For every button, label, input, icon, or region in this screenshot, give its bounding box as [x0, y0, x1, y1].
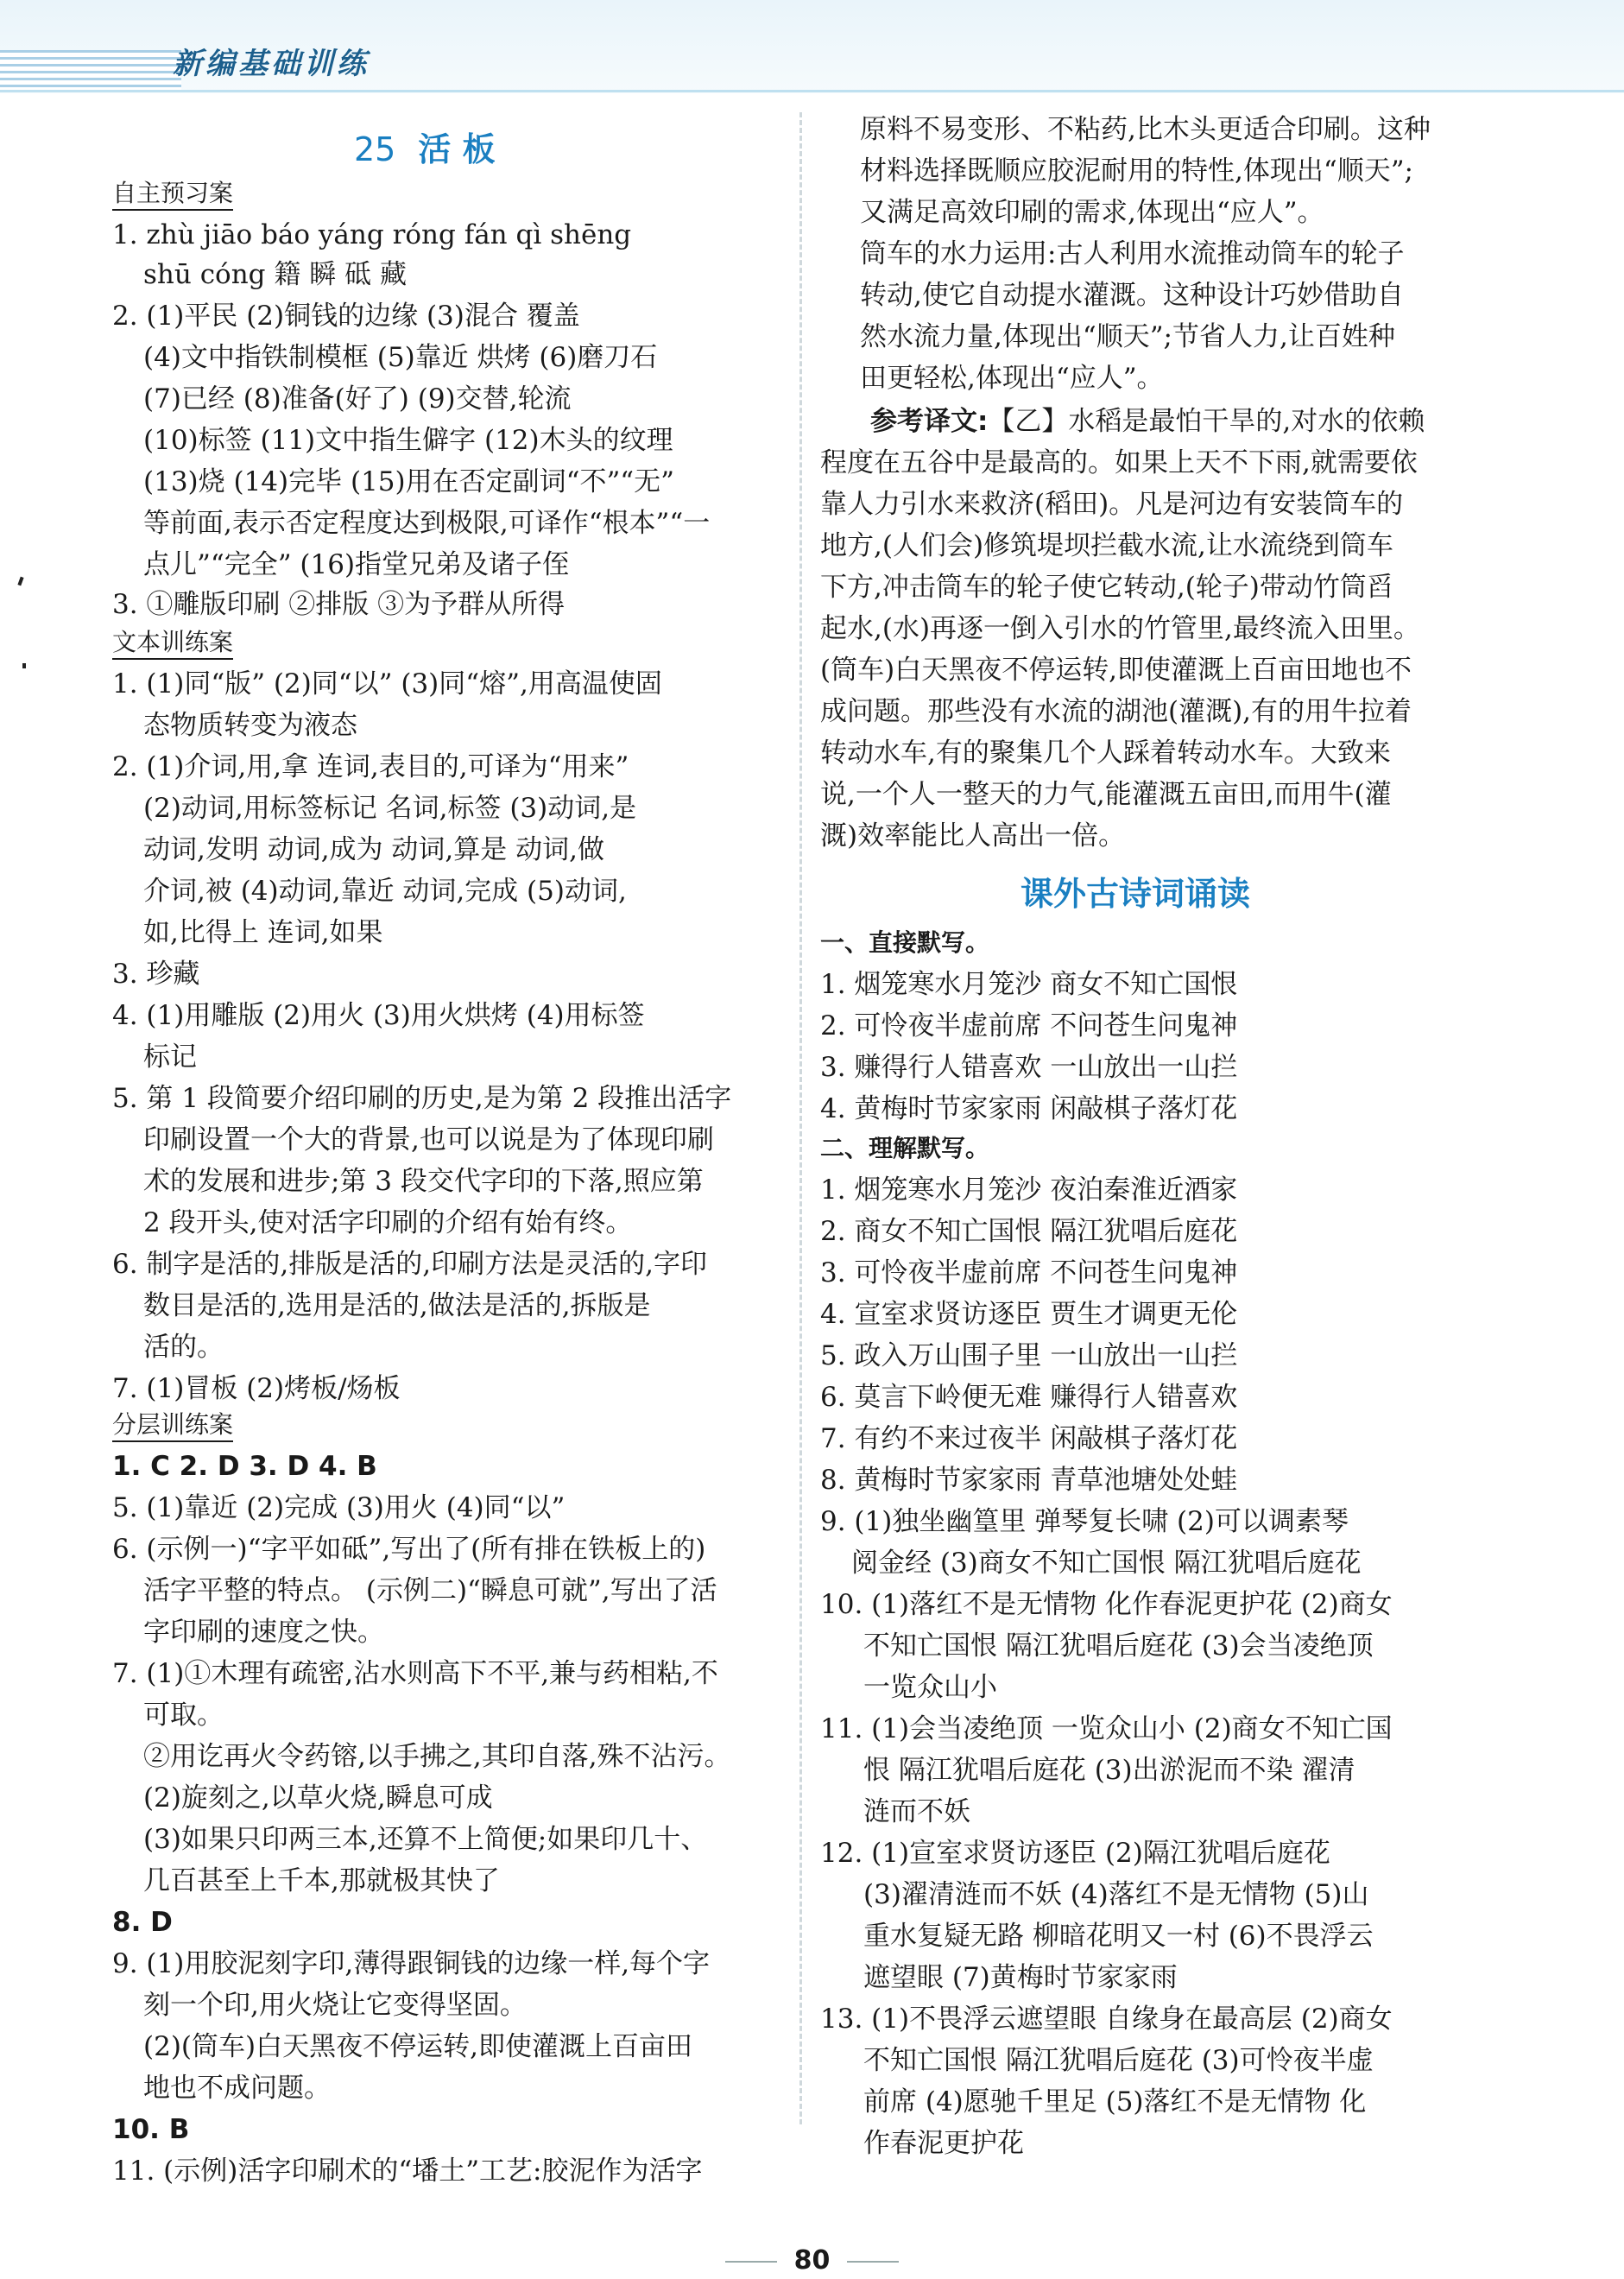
answer-line: 前席 (4)愿驰千里足 (5)落红不是无情物 化 — [863, 2086, 1367, 2118]
section-heading: 自主预习案 — [112, 178, 233, 211]
answer-line: 又满足高效印刷的需求,体现出“应人”。 — [860, 197, 1324, 228]
answer-line: 12. (1)宣室求贤访逐臣 (2)隔江犹唱后庭花 — [820, 1838, 1330, 1869]
answer-line: 10. (1)落红不是无情物 化作春泥更护花 (2)商女 — [820, 1589, 1393, 1620]
answer-line: 一览众山小 — [863, 1672, 997, 1703]
answer-line: 7. 有约不来过夜半 闲敲棋子落灯花 — [820, 1423, 1238, 1454]
answer-line: (筒车)白天黑夜不停运转,即使灌溉上百亩田地也不 — [820, 655, 1412, 686]
answer-line: 6. 莫言下岭便无难 赚得行人错喜欢 — [820, 1382, 1238, 1413]
answer-line: 地方,(人们会)修筑堤坝拦截水流,让水流绕到筒车 — [820, 530, 1393, 561]
page-number-rule-right — [847, 2261, 899, 2263]
answer-line: 6. 制字是活的,排版是活的,印刷方法是灵活的,字印 — [112, 1249, 707, 1280]
answer-line: 然水流力量,体现出“顺天”;节省人力,让百姓种 — [860, 321, 1395, 352]
header-divider — [0, 90, 1624, 92]
answer-line: 2 段开头,使对活字印刷的介绍有始有终。 — [143, 1207, 633, 1238]
answer-line: 恨 隔江犹唱后庭花 (3)出淤泥而不染 濯清 — [863, 1755, 1355, 1786]
answer-line: 如,比得上 连词,如果 — [143, 917, 383, 948]
answer-line: ②用讫再火令药镕,以手拂之,其印自落,殊不沾污。 — [143, 1741, 731, 1772]
answer-line: 点儿”“完全” (16)指堂兄弟及诸子侄 — [143, 549, 570, 580]
section-heading: 二、理解默写。 — [820, 1134, 990, 1162]
answer-line: 涟而不妖 — [863, 1796, 970, 1827]
column-divider — [799, 112, 802, 2124]
answer-line: 1. 烟笼寒水月笼沙 夜泊秦淮近酒家 — [820, 1174, 1238, 1206]
answer-line: 5. 第 1 段简要介绍印刷的历史,是为第 2 段推出活字 — [112, 1083, 732, 1114]
answer-line: 4. 黄梅时节家家雨 闲敲棋子落灯花 — [820, 1093, 1238, 1124]
answer-line: 4. (1)用雕版 (2)用火 (3)用火烘烤 (4)用标签 — [112, 1000, 645, 1031]
answer-line: 2. (1)平民 (2)铜钱的边缘 (3)混合 覆盖 — [112, 301, 580, 332]
answer-line: 下方,冲击筒车的轮子使它转动,(轮子)带动竹筒舀 — [820, 572, 1393, 603]
answer-line: (7)已经 (8)准备(好了) (9)交替,轮流 — [143, 383, 572, 415]
answer-line: 重水复疑无路 柳暗花明又一村 (6)不畏浮云 — [863, 1921, 1374, 1952]
header-stripes — [0, 50, 181, 90]
answer-line: 溉)效率能比人高出一倍。 — [820, 820, 1126, 851]
page-number-value: 80 — [793, 2245, 831, 2276]
answer-line: (4)文中指铁制模框 (5)靠近 烘烤 (6)磨刀石 — [143, 342, 658, 373]
answer-line: 活字平整的特点。 (示例二)“瞬息可就”,写出了活 — [143, 1575, 717, 1606]
answer-line: 术的发展和进步;第 3 段交代字印的下落,照应第 — [143, 1166, 704, 1197]
answer-line: (2)旋刻之,以草火烧,瞬息可成 — [143, 1782, 493, 1814]
answer-line: 地也不成问题。 — [143, 2073, 331, 2104]
answer-line: 介词,被 (4)动词,靠近 动词,完成 (5)动词, — [143, 876, 627, 907]
answer-line: (3)如果只印两三本,还算不上简便;如果印几十、 — [143, 1824, 708, 1855]
answer-line: 2. 商女不知亡国恨 隔江犹唱后庭花 — [820, 1216, 1238, 1247]
page-number-rule-left — [725, 2261, 777, 2263]
answer-line: (3)濯清涟而不妖 (4)落红不是无情物 (5)山 — [863, 1879, 1369, 1910]
answer-line: 起水,(水)再逐一倒入引水的竹管里,最终流入田里。 — [820, 613, 1420, 644]
answer-line: 1. 烟笼寒水月笼沙 商女不知亡国恨 — [820, 969, 1238, 1000]
answer-line: 1. C 2. D 3. D 4. B — [112, 1451, 377, 1482]
translation-line — [870, 402, 1425, 440]
answer-line: 材料选择既顺应胶泥耐用的特性,体现出“顺天”; — [860, 155, 1413, 187]
section-title: 课外古诗词诵读 — [1021, 875, 1251, 913]
answer-line: 说,一个人一整天的力气,能灌溉五亩田,而用牛(灌 — [820, 779, 1392, 810]
answer-line: 8. 黄梅时节家家雨 青草池塘处处蛙 — [820, 1465, 1238, 1496]
answer-line: 3. 赚得行人错喜欢 一山放出一山拦 — [820, 1052, 1238, 1083]
answer-line: 遮望眼 (7)黄梅时节家家雨 — [863, 1962, 1178, 1993]
answer-line: 原料不易变形、不粘药,比木头更适合印刷。这种 — [860, 114, 1431, 145]
margin-mark — [17, 577, 23, 586]
answer-line: 可取。 — [143, 1700, 224, 1731]
answer-line: 动词,发明 动词,成为 动词,算是 动词,做 — [143, 834, 604, 865]
lesson-number: 25 — [354, 130, 396, 168]
answer-line: 阅金经 (3)商女不知亡国恨 隔江犹唱后庭花 — [851, 1548, 1362, 1579]
answer-line: (13)烧 (14)完毕 (15)用在否定副词“不”“无” — [143, 466, 675, 497]
answer-line: 印刷设置一个大的背景,也可以说是为了体现印刷 — [143, 1124, 714, 1155]
answer-line: 7. (1)①木理有疏密,沾水则高下不平,兼与药相粘,不 — [112, 1658, 718, 1689]
answer-line: 1. (1)同“版” (2)同“以” (3)同“熔”,用高温使固 — [112, 668, 662, 700]
page-number — [0, 2245, 1624, 2276]
answer-line: 13. (1)不畏浮云遮望眼 自缘身在最高层 (2)商女 — [820, 2004, 1393, 2035]
answer-line: 靠人力引水来救济(稻田)。凡是河边有安装筒车的 — [820, 489, 1404, 520]
answer-line: 作春泥更护花 — [863, 2128, 1024, 2159]
section-heading: 分层训练案 — [112, 1409, 233, 1442]
answer-line: 活的。 — [143, 1332, 224, 1363]
answer-line: 5. 政入万山围子里 一山放出一山拦 — [820, 1340, 1238, 1371]
answer-line: 3. 珍藏 — [112, 959, 200, 990]
answer-line: 11. (1)会当凌绝顶 一览众山小 (2)商女不知亡国 — [820, 1713, 1393, 1744]
answer-line: 9. (1)独坐幽篁里 弹琴复长啸 (2)可以调素琴 — [820, 1506, 1349, 1537]
answer-line: 不知亡国恨 隔江犹唱后庭花 (3)可怜夜半虚 — [863, 2045, 1374, 2076]
answer-line: 成问题。那些没有水流的湖池(灌溉),有的用牛拉着 — [820, 696, 1412, 727]
lesson-name: 活 板 — [418, 130, 496, 168]
answer-line: 10. B — [112, 2114, 190, 2145]
answer-line: 田更轻松,体现出“应人”。 — [860, 363, 1164, 394]
answer-line: 7. (1)冒板 (2)烤板/炀板 — [112, 1373, 401, 1404]
section-heading: 一、直接默写。 — [820, 928, 990, 957]
answer-line: 5. (1)靠近 (2)完成 (3)用火 (4)同“以” — [112, 1492, 566, 1523]
answer-line: 3. ①雕版印刷 ②排版 ③为予群从所得 — [112, 589, 566, 620]
margin-mark — [22, 663, 26, 668]
answer-line: 1. zhù jiāo báo yáng róng fán qì shēng — [112, 219, 632, 250]
answer-line: 2. (1)介词,用,拿 连词,表目的,可译为“用来” — [112, 751, 629, 782]
lesson-title — [354, 123, 496, 170]
answer-line: 标记 — [143, 1041, 197, 1073]
answer-line: 转动,使它自动提水灌溉。这种设计巧妙借助自 — [860, 280, 1404, 311]
answer-line: 2. 可怜夜半虚前席 不问苍生问鬼神 — [820, 1010, 1238, 1041]
answer-line: 态物质转变为液态 — [143, 710, 357, 741]
answer-line: 3. 可怜夜半虚前席 不问苍生问鬼神 — [820, 1257, 1238, 1288]
answer-line: 等前面,表示否定程度达到极限,可译作“根本”“一 — [143, 508, 711, 539]
translation-label: 参考译文: — [870, 406, 989, 437]
answer-line: 筒车的水力运用:古人利用水流推动筒车的轮子 — [860, 238, 1405, 269]
answer-line: 字印刷的速度之快。 — [143, 1617, 384, 1648]
answer-line: (2)(筒车)白天黑夜不停运转,即使灌溉上百亩田 — [143, 2031, 692, 2062]
section-heading: 文本训练案 — [112, 627, 233, 660]
answer-line: 11. (示例)活字印刷术的“墦土”工艺:胶泥作为活字 — [112, 2156, 703, 2187]
answer-line: 几百甚至上千本,那就极其快了 — [143, 1865, 500, 1896]
answer-line: (10)标签 (11)文中指生僻字 (12)木头的纹理 — [143, 425, 673, 456]
answer-line: 转动水车,有的聚集几个人踩着转动水车。大致来 — [820, 738, 1391, 769]
answer-line: (2)动词,用标签标记 名词,标签 (3)动词,是 — [143, 793, 637, 824]
answer-line: 6. (示例一)“字平如砥”,写出了(所有排在铁板上的) — [112, 1534, 706, 1565]
brand-title: 新编基础训练 — [173, 47, 370, 81]
answer-line: 刻一个印,用火烧让它变得坚固。 — [143, 1990, 527, 2021]
answer-line: 8. D — [112, 1907, 173, 1938]
answer-line: 9. (1)用胶泥刻字印,薄得跟铜钱的边缘一样,每个字 — [112, 1948, 711, 1979]
translation-text: 【乙】水稻是最怕干旱的,对水的依赖 — [988, 406, 1425, 437]
answer-line: 程度在五谷中是最高的。如果上天不下雨,就需要依 — [820, 447, 1418, 478]
answer-line: 4. 宣室求贤访逐臣 贾生才调更无伦 — [820, 1299, 1238, 1330]
answer-line: 数目是活的,选用是活的,做法是活的,拆版是 — [143, 1290, 651, 1321]
answer-line: shū cóng 籍 瞬 砥 藏 — [143, 259, 407, 290]
answer-line: 不知亡国恨 隔江犹唱后庭花 (3)会当凌绝顶 — [863, 1630, 1374, 1662]
